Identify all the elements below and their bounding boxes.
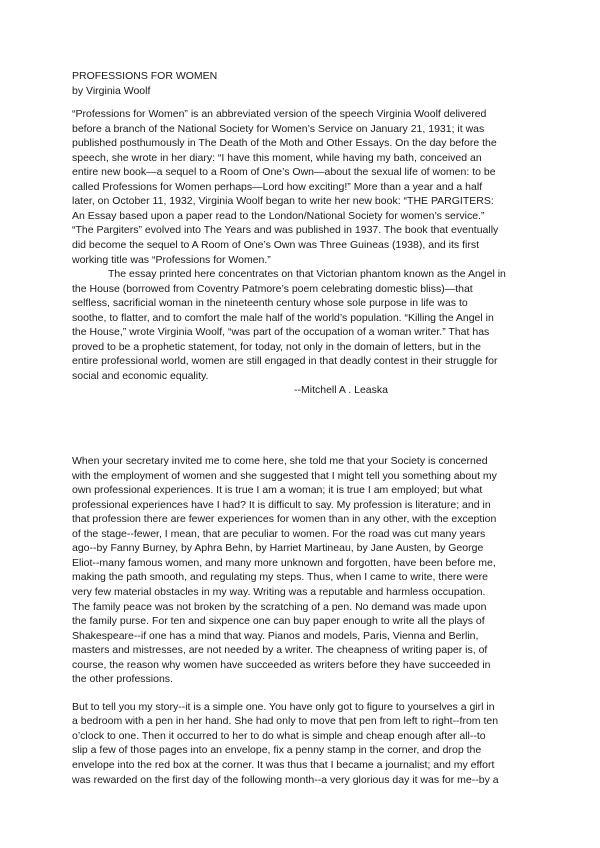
document-header: [72, 69, 530, 98]
text-line: with the employment of women and she suggested that I might tell you something about my: [72, 469, 497, 482]
text-line: own professional experiences. It is true I am a woman; it is true I am employed; but what: [72, 484, 483, 497]
text-line: that profession there are fewer experiences for women than in any other, with the exception: [72, 513, 497, 526]
essay-section: [72, 454, 530, 787]
document-byline: by Virginia Woolf: [72, 84, 151, 97]
text-line: a bedroom with a pen in her hand. She had only to move that pen from left to right--from ten: [72, 715, 499, 728]
text-line: The family peace was not broken by the scratching of a pen. No demand was made upon: [72, 600, 487, 613]
text-line: proved to be a prophetic statement, for today, not only in the domain of letters, but in the: [72, 340, 481, 353]
spacer: [72, 687, 530, 700]
text-line: soothe, to flatter, and to comfort the male half of the world’s population. “Killing the Angel in: [72, 311, 494, 324]
text-line: selfless, sacrificial woman in the nineteenth century whose sole purpose in life was to: [72, 297, 468, 310]
spacer: [72, 98, 530, 107]
text-line: ago--by Fanny Burney, by Aphra Behn, by Harriet Martineau, by Jane Austen, by George: [72, 542, 484, 555]
text-line: “Professions for Women” is an abbreviated version of the speech Virginia Woolf delivered: [72, 108, 487, 121]
text-line: before a branch of the National Society for Women’s Service on January 21, 1931; it was: [72, 122, 485, 135]
text-line: making the path smooth, and regulating my steps. Thus, when I came to write, there were: [72, 571, 488, 584]
spacer: [72, 398, 530, 454]
text-line: published posthumously in The Death of the Moth and Other Essays. On the day before the: [72, 137, 497, 150]
text-line: called Professions for Women perhaps—Lord how exciting!” More than a year and a half: [72, 180, 483, 193]
text-line: professional experiences have I had? It is difficult to say. My profession is literature; and in: [72, 498, 491, 511]
essay-paragraph-1: [72, 454, 530, 687]
text-line: speech, she wrote in her diary: “I have this moment, while having my bath, conceived an: [72, 151, 482, 164]
text-line: entire professional world, women are still engaged in that deadly contest in their struggle for: [72, 355, 498, 368]
text-line: social and economic equality.: [72, 369, 209, 382]
text-line: When your secretary invited me to come here, she told me that your Society is concerned: [72, 455, 488, 468]
text-line: later, on October 11, 1932, Virginia Woolf began to write her new book: “THE PARGITERS:: [72, 195, 494, 208]
introduction-section: [72, 107, 530, 398]
text-line: the other professions.: [72, 673, 173, 686]
text-line: But to tell you my story--it is a simple one. You have only got to figure to yourselves a girl in: [72, 700, 495, 713]
intro-paragraph-1: [72, 107, 530, 267]
text-line: entire new book—a sequel to a Room of One’s Own—about the sexual life of women: to be: [72, 166, 496, 179]
text-line: o’clock to one. Then it occurred to her to do what is simple and cheap enough after all--to: [72, 729, 486, 742]
text-line: slip a few of those pages into an envelope, fix a penny stamp in the corner, and drop the: [72, 744, 482, 757]
text-line: Shakespeare--if one has a mind that way. Pianos and models, Paris, Vienna and Berlin,: [72, 629, 479, 642]
text-line: of the stage--fewer, I mean, that are peculiar to women. For the road was cut many years: [72, 527, 486, 540]
text-line: did become the sequel to A Room of One’s Own was Three Guineas (1938), and its first: [72, 239, 479, 252]
text-line: Eliot--many famous women, and many more unknown and forgotten, have been before me,: [72, 556, 496, 569]
attribution: --Mitchell A . Leaska: [294, 384, 388, 397]
document-page: [72, 69, 530, 787]
document-title: PROFESSIONS FOR WOMEN: [72, 70, 218, 82]
essay-paragraph-2: [72, 700, 530, 787]
text-line: the House (borrowed from Coventry Patmore’s poem celebrating domestic bliss)—that: [72, 282, 473, 295]
text-line: very few material obstacles in my way. Writing was a reputable and harmless occupation.: [72, 585, 486, 598]
text-line: An Essay based upon a paper read to the London/National Society for women’s service.”: [72, 209, 485, 222]
intro-paragraph-2: [72, 267, 530, 383]
text-line: envelope into the red box at the corner. It was thus that I became a journalist; and my effort: [72, 758, 495, 771]
text-line: The essay printed here concentrates on that Victorian phantom known as the Angel in: [108, 268, 506, 281]
text-line: course, the reason why women have succeeded as writers before they have succeeded in: [72, 658, 491, 671]
text-line: “The Pargiters” evolved into The Years and was published in 1937. The book that eventually: [72, 224, 499, 237]
text-line: the family purse. For ten and sixpence one can buy paper enough to write all the plays of: [72, 615, 485, 628]
text-line: was rewarded on the first day of the following month--a very glorious day it was for me--by a: [72, 773, 499, 786]
text-line: working title was “Professions for Women.”: [72, 253, 271, 266]
text-line: masters and mistresses, are not needed by a writer. The cheapness of writing paper is, of: [72, 644, 488, 657]
text-line: the House,” wrote Virginia Woolf, “was part of the occupation of a woman writer.” That has: [72, 326, 490, 339]
